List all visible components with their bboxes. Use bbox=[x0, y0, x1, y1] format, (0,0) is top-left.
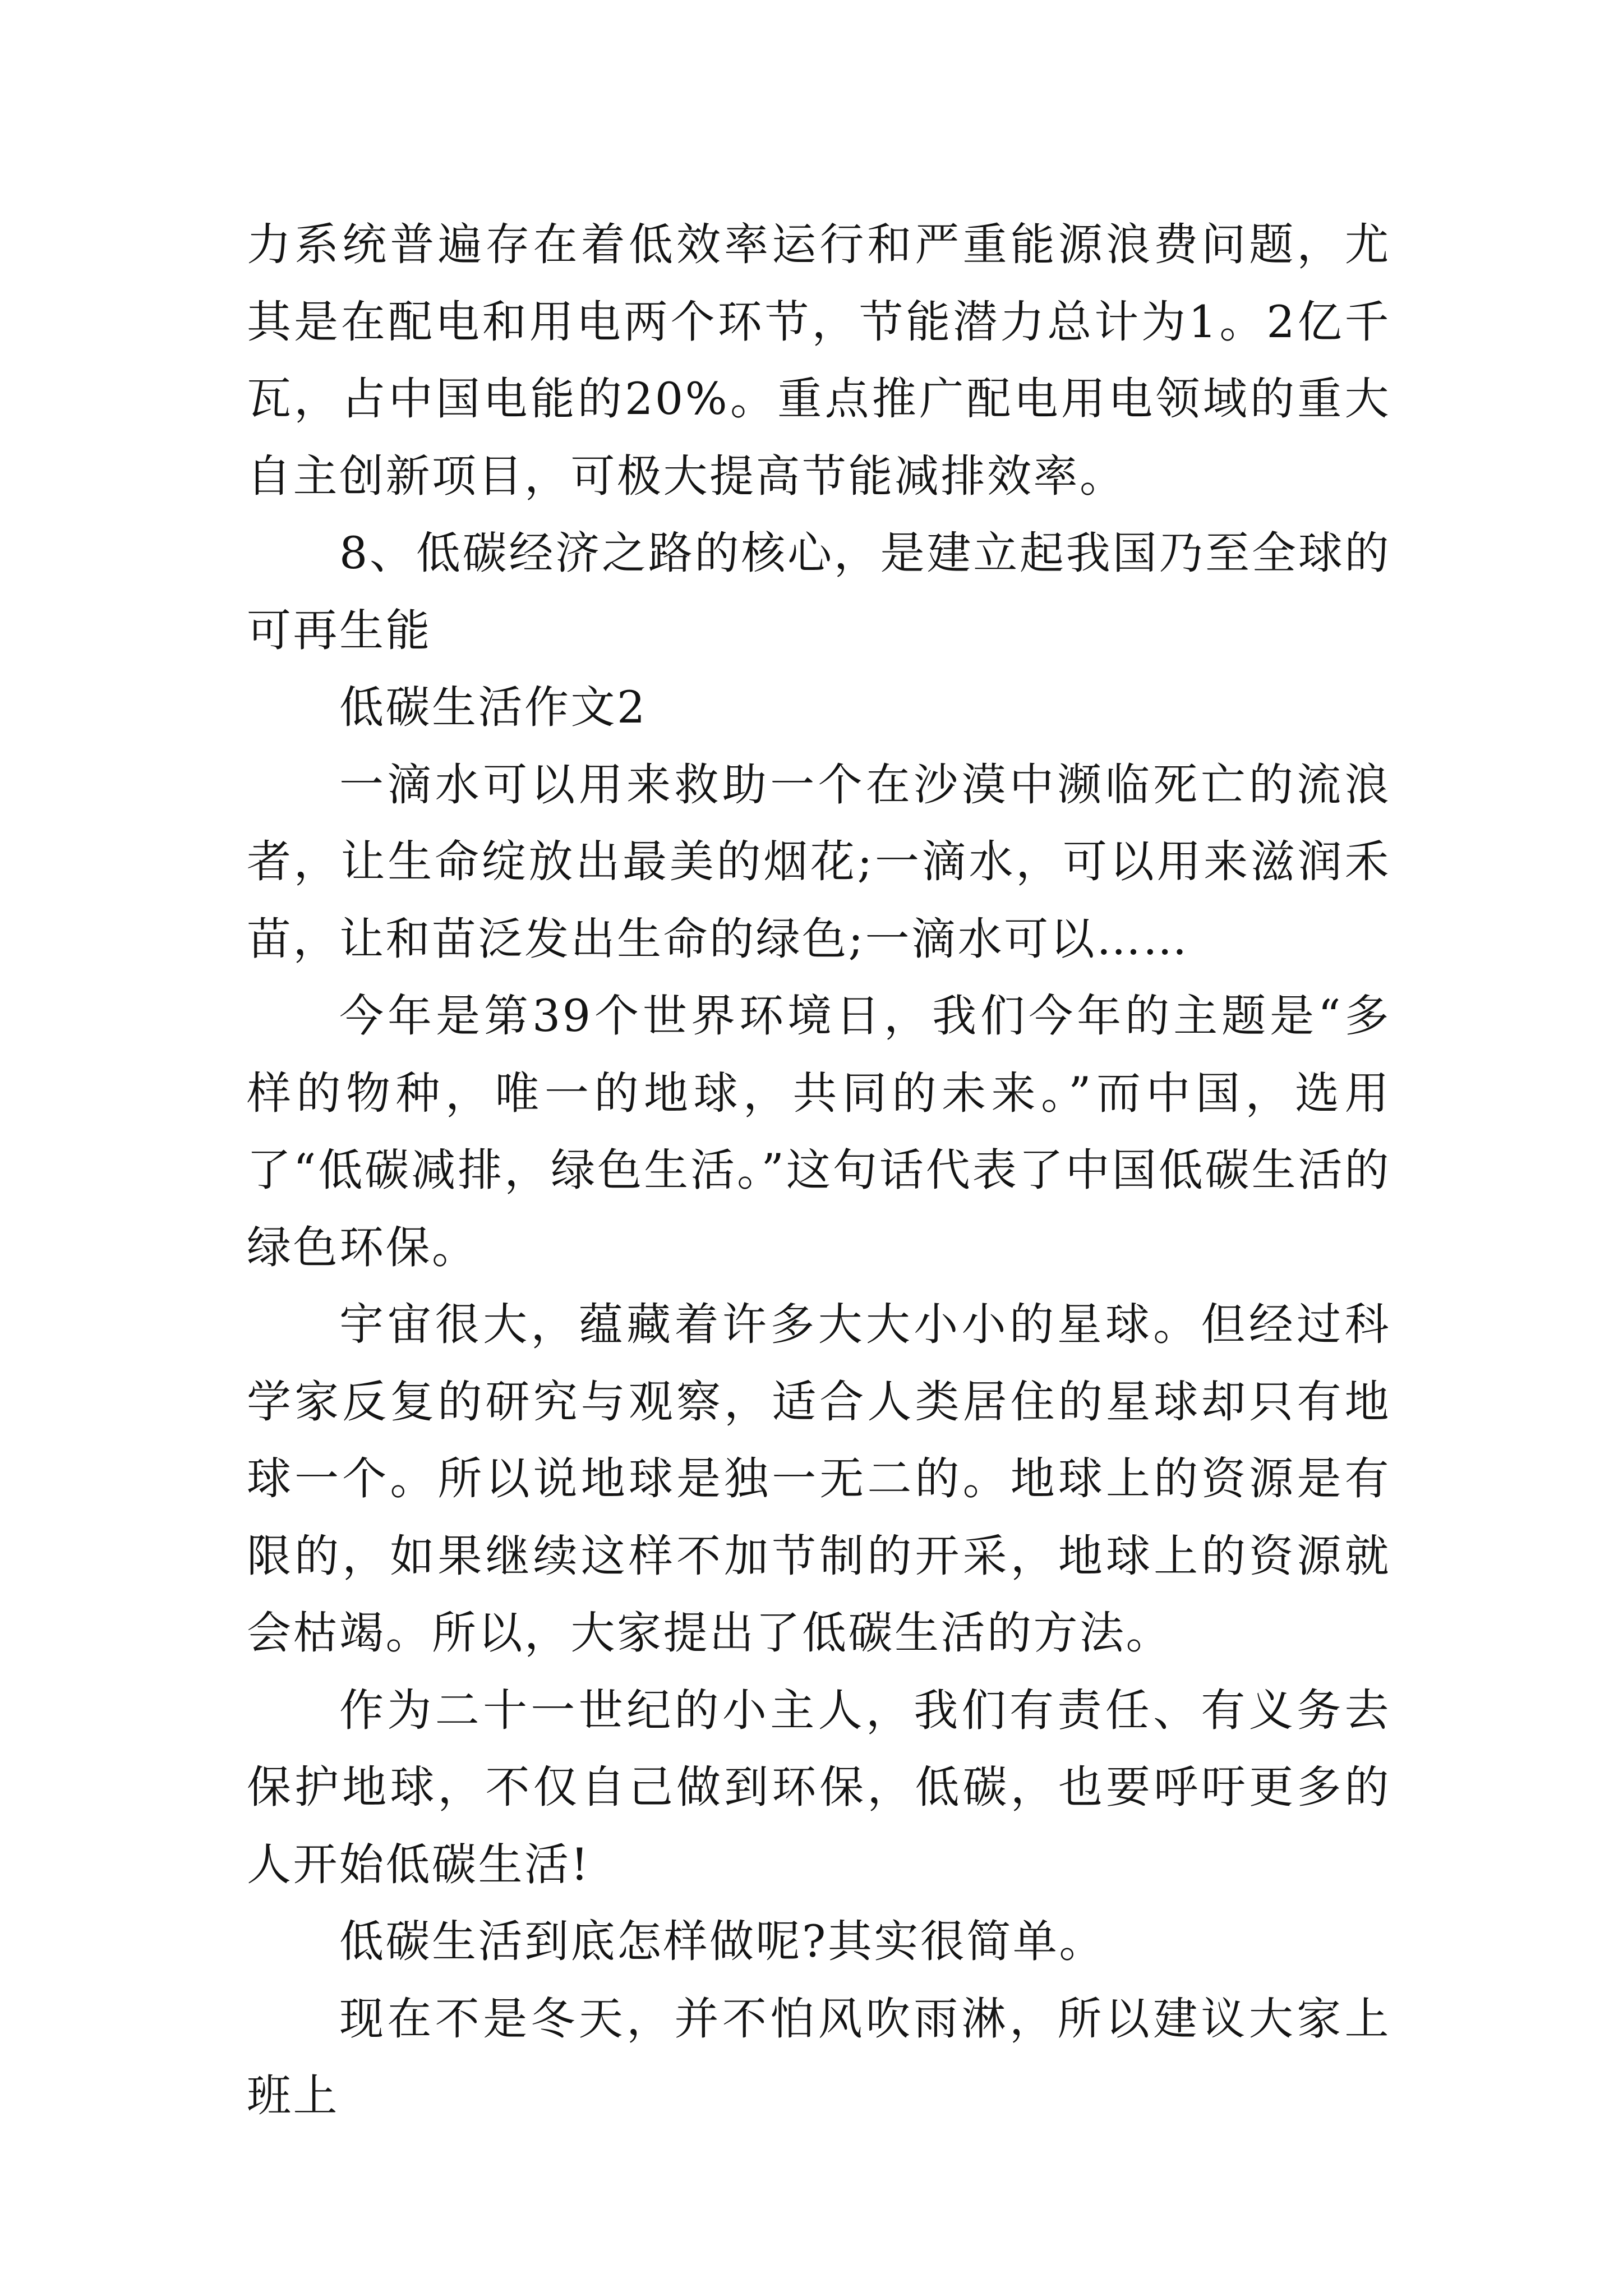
paragraph: 低碳生活到底怎样做呢?其实很简单。 bbox=[339, 1916, 1105, 1967]
document-body bbox=[247, 206, 1391, 2135]
section-heading: 低碳生活作文2 bbox=[339, 682, 647, 733]
paragraph-point-8: 8、低碳经济之路的核心，是建立起我国乃至全球的可再生能 bbox=[247, 527, 1391, 656]
paragraph: 今年是第39个世界环境日，我们今年的主题是“多样的物种，唯一的地球，共同的未来。”而中国，选用了“低碳减排，绿色生活。”这句话代表了中国低碳生活的绿色环保。 bbox=[247, 990, 1391, 1273]
paragraph: 一滴水可以用来救助一个在沙漠中濒临死亡的流浪者，让生命绽放出最美的烟花;一滴水，可以用来滋润禾苗，让和苗泛发出生命的绿色;一滴水可以…… bbox=[247, 758, 1391, 965]
paragraph-continuation: 力系统普遍存在着低效率运行和严重能源浪费问题，尤其是在配电和用电两个环节，节能潜力总计为1。2亿千瓦，占中国电能的20%。重点推广配电用电领域的重大自主创新项目，可极大提高节能减排效率。 bbox=[247, 219, 1391, 502]
paragraph: 现在不是冬天，并不怕风吹雨淋，所以建议大家上班上 bbox=[247, 1993, 1391, 2122]
paragraph: 宇宙很大，蕴藏着许多大大小小的星球。但经过科学家反复的研究与观察，适合人类居住的星球却只有地球一个。所以说地球是独一无二的。地球上的资源是有限的，如果继续这样不加节制的开采，地球上的资源就会枯竭。所以，大家提出了低碳生活的方法。 bbox=[247, 1299, 1391, 1659]
paragraph: 作为二十一世纪的小主人，我们有责任、有义务去保护地球，不仅自己做到环保，低碳，也要呼吁更多的人开始低碳生活! bbox=[247, 1684, 1391, 1890]
